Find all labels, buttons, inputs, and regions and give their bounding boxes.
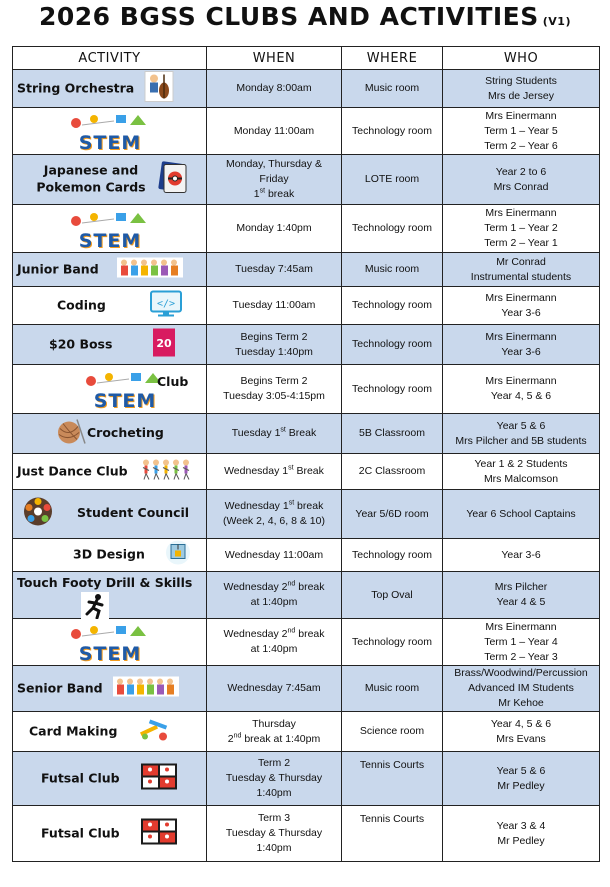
who-cell bbox=[443, 253, 600, 287]
where-cell bbox=[342, 752, 443, 806]
futsal-players-icon bbox=[141, 763, 177, 794]
table-row bbox=[13, 325, 600, 365]
when-line: Begins Term 2 bbox=[240, 330, 308, 343]
who-line: Year 2 to 6 bbox=[495, 165, 547, 178]
coding-monitor-icon bbox=[149, 289, 183, 322]
activity-cell bbox=[13, 365, 207, 414]
activity-cell bbox=[13, 155, 207, 205]
activity-name: Just Dance Club bbox=[17, 463, 128, 479]
where-text: Music room bbox=[364, 82, 420, 94]
activity-name: 3D Design bbox=[73, 546, 145, 562]
stem-word: STEM bbox=[93, 390, 157, 412]
who-line: Year 4, 5 & 6 bbox=[490, 717, 552, 730]
who-cell bbox=[443, 287, 600, 325]
who-cell bbox=[443, 325, 600, 365]
when-cell bbox=[207, 454, 342, 490]
who-line: Year 5 & 6 bbox=[496, 764, 546, 777]
who-cell bbox=[443, 572, 600, 619]
when-line: Tuesday & Thursday bbox=[225, 772, 323, 784]
activity-cell bbox=[13, 253, 207, 287]
where-cell bbox=[342, 806, 443, 862]
activity-name: Japanese and Pokemon Cards bbox=[36, 161, 146, 194]
when-line: Tuesday 1st Break bbox=[231, 426, 317, 439]
marching-band-icon bbox=[117, 257, 183, 282]
when-line: Monday 1:40pm bbox=[236, 222, 312, 234]
svg-text:</>: </> bbox=[156, 298, 176, 309]
who-cell bbox=[443, 454, 600, 490]
when-line: Tuesday 3:05-4:15pm bbox=[223, 390, 325, 402]
activity-cell bbox=[13, 325, 207, 365]
when-line: at 1:40pm bbox=[250, 643, 298, 655]
icon-badge-text: 20 bbox=[156, 336, 172, 350]
when-cell bbox=[207, 414, 342, 454]
who-line: Year 3 & 4 bbox=[496, 819, 546, 832]
where-cell bbox=[342, 287, 443, 325]
who-line: Mr Kehoe bbox=[498, 697, 544, 709]
who-cell bbox=[443, 712, 600, 752]
who-line: Mrs Pilcher and 5B students bbox=[455, 434, 587, 447]
who-line: Mrs Evans bbox=[496, 732, 546, 745]
table-row bbox=[13, 572, 600, 619]
who-line: Advanced IM Students bbox=[468, 682, 574, 694]
table-row bbox=[13, 539, 600, 572]
table-row bbox=[13, 712, 600, 752]
page-title bbox=[0, 2, 610, 31]
pokemon-card-icon bbox=[156, 160, 190, 199]
futsal-players-icon bbox=[141, 818, 177, 849]
activity-cell bbox=[13, 108, 207, 155]
who-line: Mrs Einermann bbox=[485, 207, 557, 219]
dancing-kids-icon bbox=[139, 458, 199, 485]
when-line: at 1:40pm bbox=[250, 596, 298, 608]
when-cell bbox=[207, 287, 342, 325]
who-line: Mr Conrad bbox=[496, 255, 546, 268]
when-cell bbox=[207, 752, 342, 806]
who-line: String Students bbox=[485, 74, 557, 87]
activity-name: Card Making bbox=[29, 723, 118, 739]
where-text: Science room bbox=[359, 725, 425, 737]
who-line: Year 5 & 6 bbox=[496, 419, 546, 432]
when-line: Wednesday 7:45am bbox=[227, 682, 321, 694]
where-text: Technology room bbox=[352, 222, 432, 234]
when-line: Monday 11:00am bbox=[233, 124, 315, 137]
who-cell bbox=[443, 539, 600, 572]
where-cell bbox=[342, 414, 443, 454]
who-line: Term 2 – Year 1 bbox=[484, 237, 558, 249]
where-text: Music room bbox=[364, 682, 420, 694]
table-row bbox=[13, 806, 600, 862]
where-cell bbox=[342, 205, 443, 253]
stem-logo bbox=[64, 111, 156, 154]
activity-cell bbox=[13, 70, 207, 108]
when-cell bbox=[207, 666, 342, 712]
where-cell bbox=[342, 253, 443, 287]
when-line: 1:40pm bbox=[256, 842, 292, 854]
where-text: Technology room bbox=[352, 299, 432, 311]
activity-name: Club bbox=[157, 374, 189, 389]
when-line: Wednesday 1st break bbox=[224, 499, 324, 512]
who-cell bbox=[443, 752, 600, 806]
who-line: Term 1 – Year 4 bbox=[484, 635, 558, 648]
stem-logo bbox=[64, 209, 156, 252]
when-cell bbox=[207, 365, 342, 414]
when-cell bbox=[207, 205, 342, 253]
when-line: Monday 8:00am bbox=[236, 82, 312, 94]
where-text: Top Oval bbox=[371, 588, 413, 601]
when-line: Wednesday 1st Break bbox=[224, 464, 324, 477]
activity-name: Junior Band bbox=[17, 261, 99, 277]
where-text: 5B Classroom bbox=[359, 427, 425, 439]
when-cell bbox=[207, 253, 342, 287]
activity-name: Crocheting bbox=[87, 424, 164, 440]
where-text: Technology room bbox=[352, 382, 432, 395]
activity-name: String Orchestra bbox=[17, 80, 135, 96]
when-cell bbox=[207, 490, 342, 539]
when-cell bbox=[207, 108, 342, 155]
activity-cell bbox=[13, 752, 207, 806]
header-when: WHEN bbox=[207, 47, 342, 70]
who-line: Mrs de Jersey bbox=[488, 89, 554, 102]
who-line: Term 1 – Year 2 bbox=[484, 222, 558, 234]
who-cell bbox=[443, 414, 600, 454]
who-line: Term 1 – Year 5 bbox=[484, 124, 558, 137]
who-cell bbox=[443, 365, 600, 414]
when-line: Wednesday 2nd break bbox=[223, 580, 325, 593]
when-line: Begins Term 2 bbox=[240, 375, 308, 387]
when-line: Tuesday 1:40pm bbox=[235, 345, 313, 358]
table-row bbox=[13, 70, 600, 108]
student-council-icon bbox=[23, 497, 53, 532]
yarn-icon bbox=[55, 417, 87, 450]
when-line: Tuesday 11:00am bbox=[232, 299, 316, 311]
activity-cell bbox=[13, 454, 207, 490]
cello-player-icon bbox=[144, 70, 174, 107]
activity-cell bbox=[13, 712, 207, 752]
when-line: Tuesday 7:45am bbox=[235, 263, 313, 275]
where-cell bbox=[342, 539, 443, 572]
when-cell bbox=[207, 806, 342, 862]
where-cell bbox=[342, 108, 443, 155]
table-row bbox=[13, 287, 600, 325]
who-line: Year 6 School Captains bbox=[466, 507, 576, 520]
where-cell bbox=[342, 490, 443, 539]
activity-cell bbox=[13, 490, 207, 539]
when-line: 1st break bbox=[253, 187, 295, 200]
table-row bbox=[13, 155, 600, 205]
who-cell bbox=[443, 490, 600, 539]
who-line: Instrumental students bbox=[470, 270, 572, 283]
table-row bbox=[13, 205, 600, 253]
activity-cell bbox=[13, 666, 207, 712]
who-line: Mrs Einermann bbox=[485, 109, 557, 122]
when-line: 1:40pm bbox=[256, 787, 292, 799]
activity-cell bbox=[13, 287, 207, 325]
table-row bbox=[13, 108, 600, 155]
table-row bbox=[13, 454, 600, 490]
activity-cell bbox=[13, 414, 207, 454]
who-line: Mrs Einermann bbox=[485, 620, 557, 633]
when-line: Thursday bbox=[252, 717, 296, 730]
where-cell bbox=[342, 454, 443, 490]
who-line: Year 3-6 bbox=[501, 345, 541, 358]
header-activity: ACTIVITY bbox=[13, 47, 207, 70]
activity-cell bbox=[13, 539, 207, 572]
where-cell bbox=[342, 666, 443, 712]
where-text: 2C Classroom bbox=[358, 465, 426, 477]
when-line: Tuesday & Thursday bbox=[225, 827, 323, 839]
table-row bbox=[13, 666, 600, 712]
activity-name: Student Council bbox=[77, 504, 190, 520]
table-row bbox=[13, 490, 600, 539]
3d-printer-icon bbox=[165, 539, 191, 572]
who-cell bbox=[443, 108, 600, 155]
where-cell bbox=[342, 325, 443, 365]
activity-cell bbox=[13, 806, 207, 862]
when-line: Wednesday 11:00am bbox=[224, 548, 324, 561]
who-cell bbox=[443, 806, 600, 862]
where-text: Technology room bbox=[352, 635, 432, 648]
when-cell bbox=[207, 619, 342, 666]
activity-name: Touch Footy Drill & Skills bbox=[17, 575, 193, 590]
who-cell bbox=[443, 666, 600, 712]
when-line: (Week 2, 4, 6, 8 & 10) bbox=[223, 515, 325, 527]
when-cell bbox=[207, 539, 342, 572]
where-text: Technology room bbox=[352, 548, 432, 561]
who-cell bbox=[443, 155, 600, 205]
who-line: Brass/Woodwind/Percussion bbox=[454, 667, 588, 679]
who-line: Year 4 & 5 bbox=[496, 596, 546, 608]
stem-word: STEM bbox=[78, 229, 142, 252]
where-text: LOTE room bbox=[364, 173, 420, 185]
when-line: 2nd break at 1:40pm bbox=[227, 732, 321, 745]
who-line: Mrs Pilcher bbox=[494, 581, 548, 593]
when-line: Monday, Thursday & bbox=[226, 158, 322, 170]
stem-word: STEM bbox=[78, 132, 142, 154]
when-line: Term 3 bbox=[257, 812, 291, 824]
who-line: Mrs Conrad bbox=[493, 180, 549, 193]
when-cell bbox=[207, 572, 342, 619]
activity-name: Futsal Club bbox=[41, 825, 120, 841]
where-cell bbox=[342, 70, 443, 108]
where-cell bbox=[342, 155, 443, 205]
header-where: WHERE bbox=[342, 47, 443, 70]
where-cell bbox=[342, 619, 443, 666]
who-line: Year 3-6 bbox=[501, 548, 541, 561]
who-line: Mrs Einermann bbox=[485, 375, 557, 387]
activity-name: Coding bbox=[57, 297, 106, 313]
who-line: Term 2 – Year 6 bbox=[484, 139, 558, 152]
marching-band-icon bbox=[113, 676, 179, 701]
table-row bbox=[13, 414, 600, 454]
craft-supplies-icon bbox=[137, 716, 173, 747]
when-cell bbox=[207, 70, 342, 108]
table-row bbox=[13, 253, 600, 287]
when-cell bbox=[207, 712, 342, 752]
activity-name: Futsal Club bbox=[41, 770, 120, 786]
where-text: Year 5/6D room bbox=[355, 507, 429, 520]
who-line: Mrs Malcomson bbox=[483, 472, 559, 485]
version-label: (V1) bbox=[542, 15, 571, 28]
table-row bbox=[13, 365, 600, 414]
who-cell bbox=[443, 70, 600, 108]
who-line: Year 3-6 bbox=[501, 306, 541, 319]
title-text: 2026 BGSS CLUBS AND ACTIVITIES bbox=[39, 2, 539, 31]
who-line: Year 4, 5 & 6 bbox=[490, 390, 552, 402]
where-text: Tennis Courts bbox=[359, 813, 425, 825]
when-line: Term 2 bbox=[257, 757, 291, 769]
activity-cell bbox=[13, 619, 207, 666]
where-text: Technology room bbox=[352, 338, 432, 350]
activity-cell bbox=[13, 572, 207, 619]
where-cell bbox=[342, 572, 443, 619]
table-row bbox=[13, 752, 600, 806]
who-line: Mrs Einermann bbox=[485, 330, 557, 343]
when-cell bbox=[207, 325, 342, 365]
where-cell bbox=[342, 365, 443, 414]
table-row bbox=[13, 619, 600, 666]
stem-word: STEM bbox=[78, 643, 142, 665]
activity-cell bbox=[13, 205, 207, 253]
who-line: Mr Pedley bbox=[497, 779, 545, 792]
who-line: Year 1 & 2 Students bbox=[474, 457, 568, 470]
clubs-table bbox=[12, 46, 600, 862]
who-line: Mr Pedley bbox=[497, 834, 545, 847]
when-line: Wednesday 2nd break bbox=[223, 627, 325, 640]
who-cell bbox=[443, 619, 600, 666]
when-cell bbox=[207, 155, 342, 205]
who-line: Mrs Einermann bbox=[485, 291, 557, 304]
when-line: Friday bbox=[259, 173, 289, 185]
header-who: WHO bbox=[443, 47, 600, 70]
where-text: Technology room bbox=[352, 124, 432, 137]
who-cell bbox=[443, 205, 600, 253]
stem-logo bbox=[64, 622, 156, 665]
header-row bbox=[13, 47, 600, 70]
where-text: Music room bbox=[364, 263, 420, 275]
who-line: Term 2 – Year 3 bbox=[484, 650, 558, 663]
where-cell bbox=[342, 712, 443, 752]
where-text: Tennis Courts bbox=[359, 759, 425, 771]
activity-name: $20 Boss bbox=[49, 336, 113, 352]
activity-name: Senior Band bbox=[17, 680, 103, 696]
